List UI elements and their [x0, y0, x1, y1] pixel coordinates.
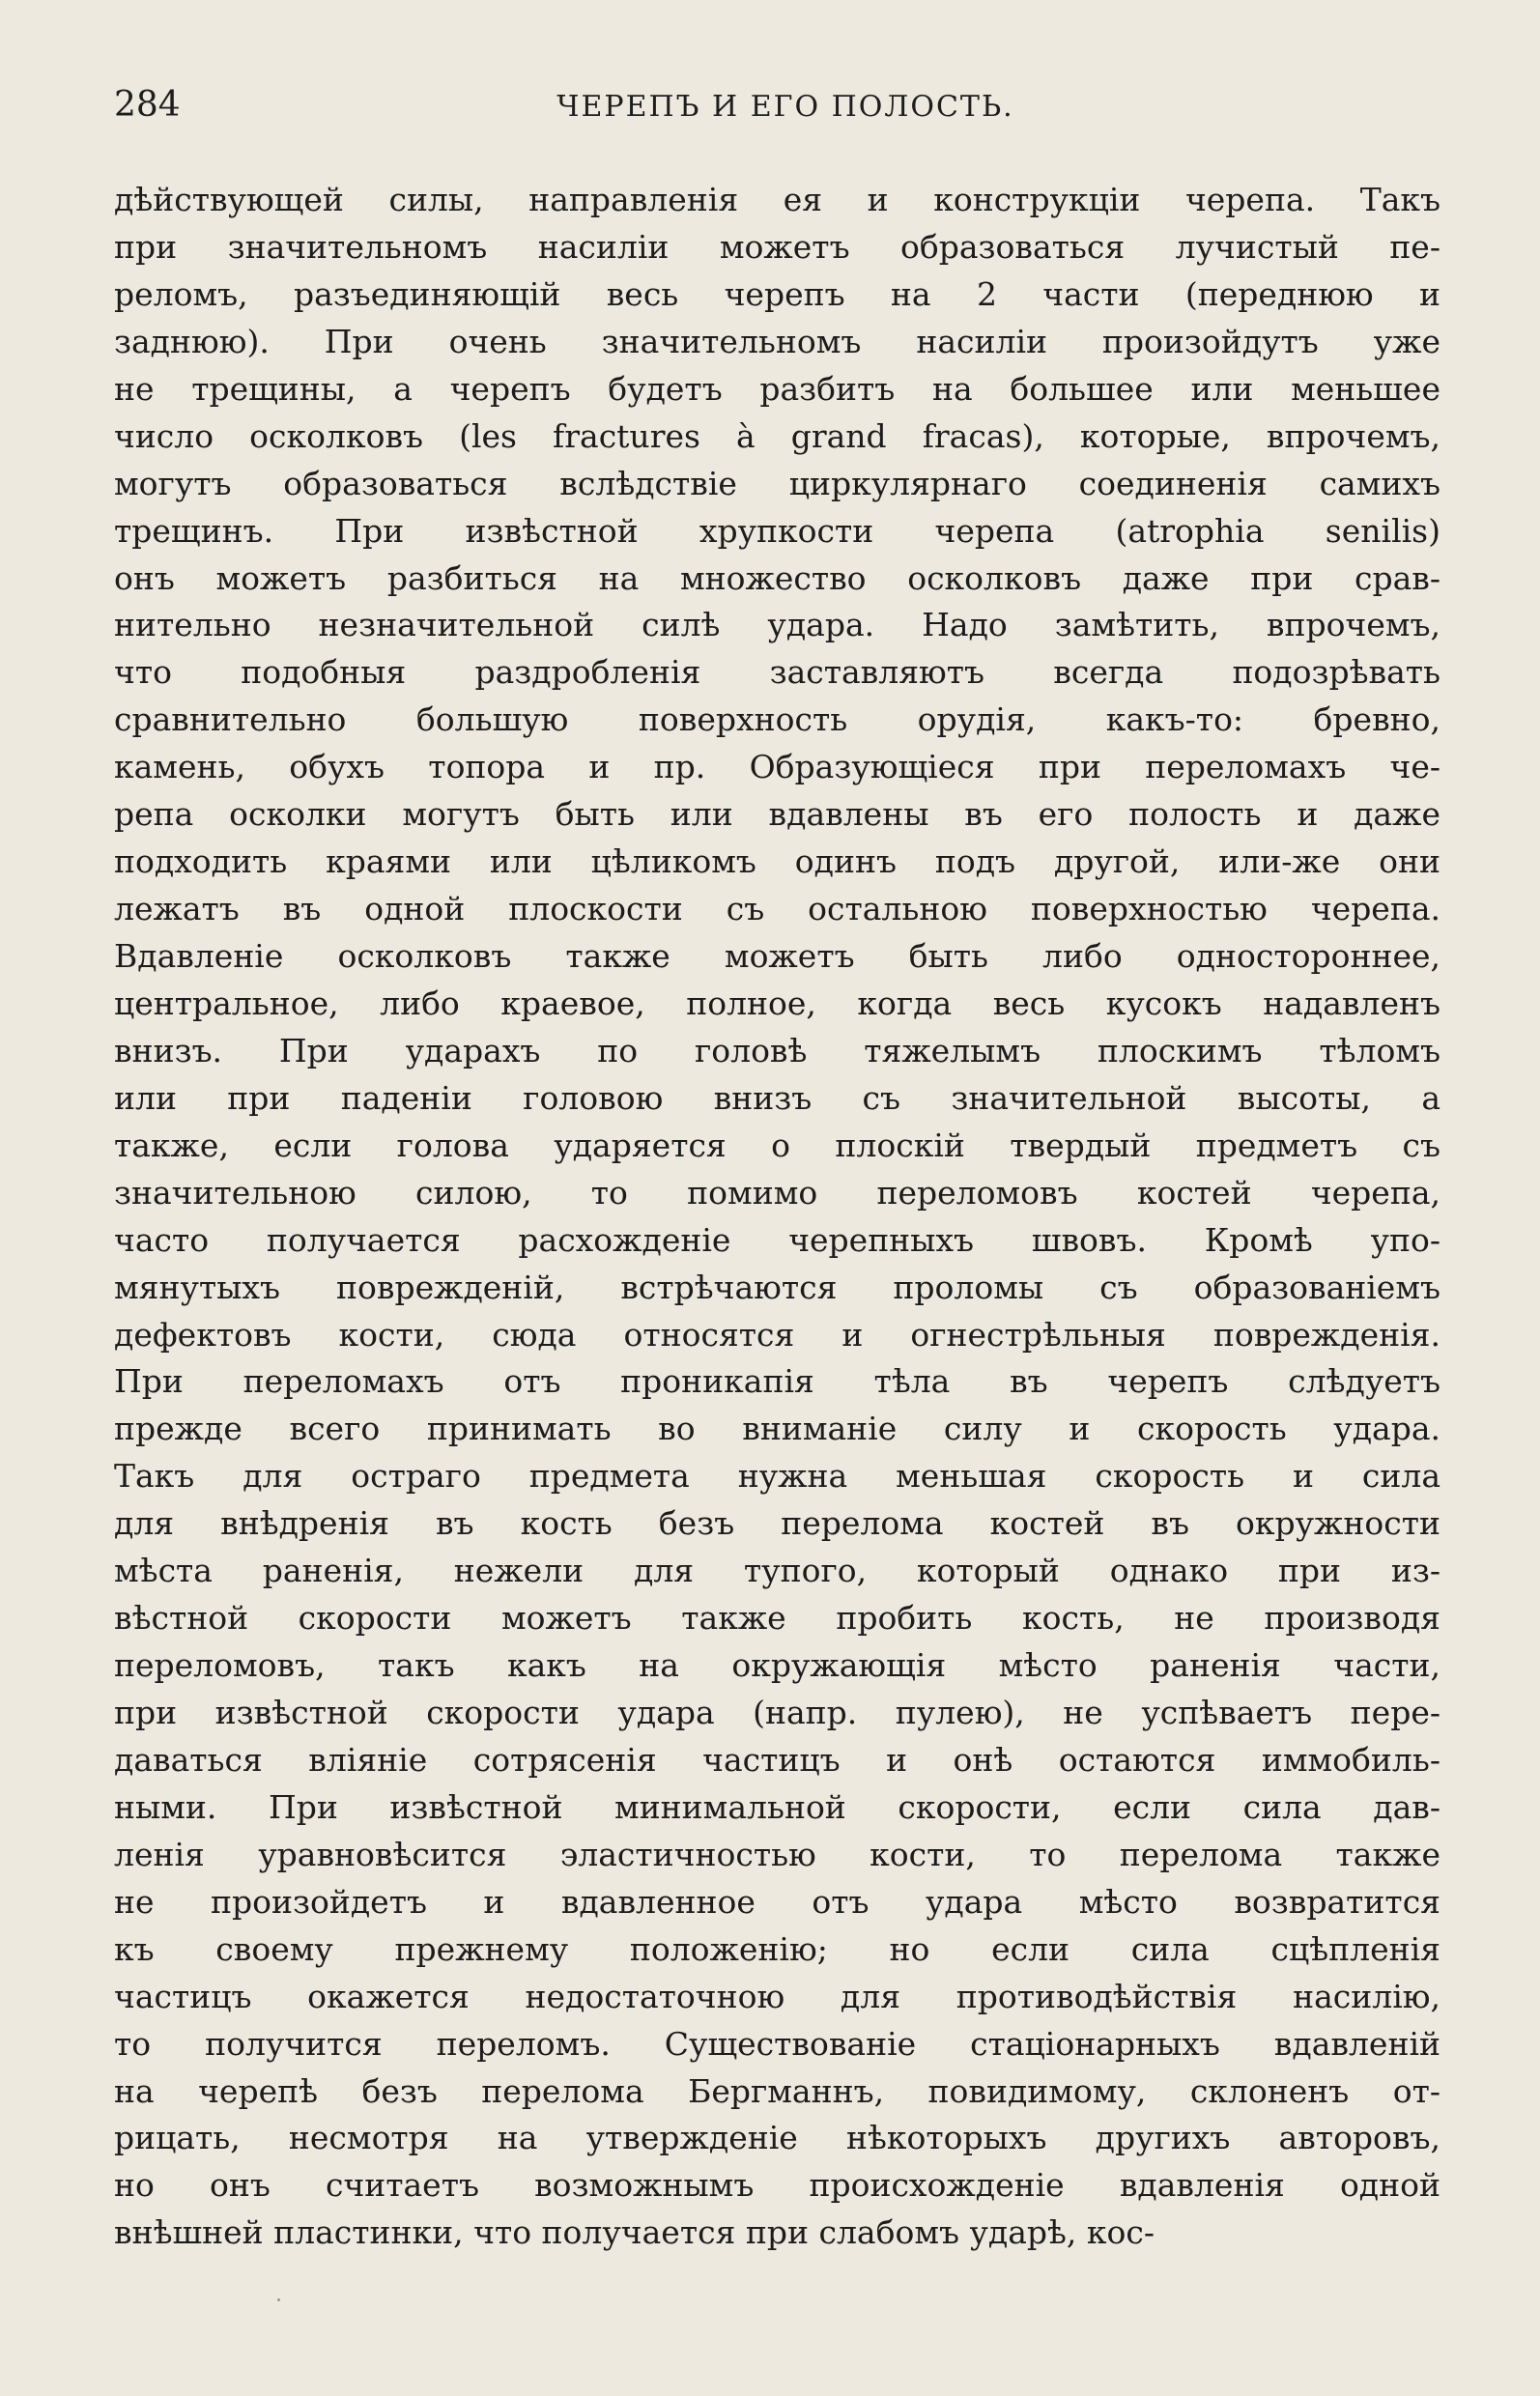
paper-speck — [277, 2298, 280, 2301]
text-line — [114, 839, 1440, 886]
text-line — [114, 1500, 1440, 1548]
text-line-content: трещинъ. При извѣстной хрупкости черепа (atrophia senilis) — [114, 511, 1440, 550]
text-line — [114, 791, 1440, 839]
text-line — [114, 1879, 1440, 1926]
text-line-content: часто получается расхожденіе черепныхъ швовъ. Кромѣ упо- — [114, 1220, 1440, 1259]
text-line — [114, 224, 1440, 271]
text-line-content: значительною силою, то помимо переломовъ костей черепа, — [114, 1173, 1440, 1212]
text-line-content: При переломахъ отъ проникапія тѣла въ черепъ слѣдуетъ — [114, 1362, 1440, 1401]
text-line-content: могутъ образоваться вслѣдствіе циркулярнаго соединенія самихъ — [114, 464, 1440, 502]
text-line — [114, 981, 1440, 1028]
text-line-content: на черепѣ безъ перелома Бергманнъ, повидимому, склоненъ от- — [114, 2071, 1440, 2110]
text-line — [114, 1690, 1440, 1737]
text-line — [114, 2115, 1440, 2162]
text-line — [114, 271, 1440, 319]
text-line — [114, 1453, 1440, 1500]
text-line-content: что подобныя раздробленія заставляютъ всегда подозрѣвать — [114, 653, 1440, 692]
text-line-content: лежатъ въ одной плоскости съ остальною поверхностью черепа. — [114, 890, 1440, 928]
text-line — [114, 461, 1440, 508]
text-line-content: внѣшней пластинки, что получается при слабомъ ударѣ, кос- — [114, 2213, 1155, 2252]
text-line — [114, 366, 1440, 414]
text-line — [114, 556, 1440, 603]
text-line-content: камень, обухъ топора и пр. Образующіеся при переломахъ че- — [114, 748, 1440, 786]
text-line-content: при извѣстной скорости удара (напр. пулею), не успѣваетъ пере- — [114, 1694, 1440, 1731]
text-line — [114, 1832, 1440, 1879]
text-line-content: мянутыхъ поврежденій, встрѣчаются проломы съ образованіемъ — [114, 1268, 1440, 1306]
text-line — [114, 886, 1440, 933]
text-line-content: при значительномъ насиліи можетъ образоваться лучистый пе- — [114, 227, 1440, 266]
text-line — [114, 697, 1440, 744]
text-line — [114, 1123, 1440, 1170]
text-line — [114, 508, 1440, 556]
text-line-content: также, если голова ударяется о плоскій твердый предметъ съ — [114, 1126, 1440, 1164]
page-number: 284 — [114, 85, 181, 125]
text-line-content: сравнительно большую поверхность орудія, какъ-то: бревно, — [114, 700, 1440, 739]
text-line-content: репа осколки могутъ быть или вдавлены въ его полость и даже — [114, 795, 1440, 834]
text-line — [114, 319, 1440, 366]
text-line-content: мѣста раненія, нежели для тупого, который однако при из- — [114, 1552, 1440, 1590]
text-line-content: внизъ. При ударахъ по головѣ тяжелымъ плоскимъ тѣломъ — [114, 1031, 1440, 1070]
text-line — [114, 1642, 1440, 1690]
text-line-content: ленія уравновѣсится эластичностью кости, то перелома также — [114, 1835, 1440, 1873]
running-title: ЧЕРЕПЪ И ЕГО ПОЛОСТЬ. — [556, 90, 1014, 124]
text-line-content: то получится переломъ. Существованіе стаціонарныхъ вдавленій — [114, 2024, 1440, 2063]
text-line-content: для внѣдренія въ кость безъ перелома костей въ окружности — [114, 1504, 1440, 1543]
text-line — [114, 1974, 1440, 2021]
text-line-content: Такъ для остраго предмета нужна меньшая скорость и сила — [114, 1457, 1440, 1496]
body-text — [114, 177, 1440, 2257]
text-line — [114, 1406, 1440, 1453]
text-line-content: прежде всего принимать во вниманіе силу и скорость удара. — [114, 1410, 1440, 1448]
text-line — [114, 1595, 1440, 1642]
text-line — [114, 2021, 1440, 2068]
text-line — [114, 2162, 1440, 2210]
text-line — [114, 1737, 1440, 1784]
text-line — [114, 933, 1440, 981]
text-line — [114, 1784, 1440, 1832]
text-line-content: не трещины, а черепъ будетъ разбитъ на большее или меньшее — [114, 369, 1440, 408]
text-line-content: ными. При извѣстной минимальной скорости, если сила дав- — [114, 1787, 1440, 1826]
text-line-content: даваться вліяніе сотрясенія частицъ и онѣ остаются иммобиль- — [114, 1740, 1440, 1779]
text-line — [114, 1265, 1440, 1312]
text-line-content: центральное, либо краевое, полное, когда весь кусокъ надавленъ — [114, 984, 1440, 1022]
text-line-content: переломовъ, такъ какъ на окружающія мѣсто раненія части, — [114, 1646, 1440, 1685]
text-line-content: нительно незначительной силѣ удара. Надо замѣтить, впрочемъ, — [114, 606, 1440, 644]
text-line-content: число осколковъ (les fractures à grand fracas), которые, впрочемъ, — [114, 416, 1440, 455]
text-line-content: или при паденіи головою внизъ съ значительной высоты, а — [114, 1078, 1440, 1117]
text-line — [114, 1028, 1440, 1075]
text-line — [114, 1312, 1440, 1359]
text-line-content: онъ можетъ разбиться на множество осколковъ даже при срав- — [114, 558, 1440, 597]
text-line — [114, 649, 1440, 697]
text-line — [114, 1170, 1440, 1217]
text-line-content: дѣйствующей силы, направленія ея и конструкціи черепа. Такъ — [114, 181, 1440, 218]
text-line — [114, 744, 1440, 791]
text-line — [114, 1358, 1440, 1406]
text-line-content: подходить краями или цѣликомъ одинъ подъ другой, или-же они — [114, 842, 1440, 881]
text-line — [114, 1217, 1440, 1265]
text-line-content: частицъ окажется недостаточною для противодѣйствія насилію, — [114, 1977, 1440, 2015]
text-line — [114, 1926, 1440, 1974]
text-line — [114, 2210, 1440, 2257]
text-line-content: реломъ, разъединяющій весь черепъ на 2 части (переднюю и — [114, 274, 1440, 313]
text-line-content: заднюю). При очень значительномъ насиліи произойдутъ уже — [114, 322, 1440, 360]
text-line — [114, 1075, 1440, 1123]
running-head — [114, 81, 1457, 129]
text-line — [114, 414, 1440, 461]
text-line-content: не произойдетъ и вдавленное отъ удара мѣсто возвратится — [114, 1882, 1440, 1921]
text-line-content: Вдавленіе осколковъ также можетъ быть либо одностороннее, — [114, 937, 1440, 975]
text-line — [114, 2068, 1440, 2116]
text-line-content: рицать, несмотря на утвержденіе нѣкоторыхъ другихъ авторовъ, — [114, 2119, 1440, 2157]
text-line-content: но онъ считаетъ возможнымъ происхожденіе вдавленія одной — [114, 2166, 1440, 2205]
text-line-content: дефектовъ кости, сюда относятся и огнестрѣльныя поврежденія. — [114, 1315, 1440, 1354]
text-line — [114, 602, 1440, 649]
text-line-content: къ своему прежнему положенію; но если сила сцѣпленія — [114, 1929, 1440, 1968]
text-line-content: вѣстной скорости можетъ также пробить кость, не производя — [114, 1599, 1440, 1638]
text-line — [114, 1548, 1440, 1595]
text-line — [114, 177, 1440, 224]
